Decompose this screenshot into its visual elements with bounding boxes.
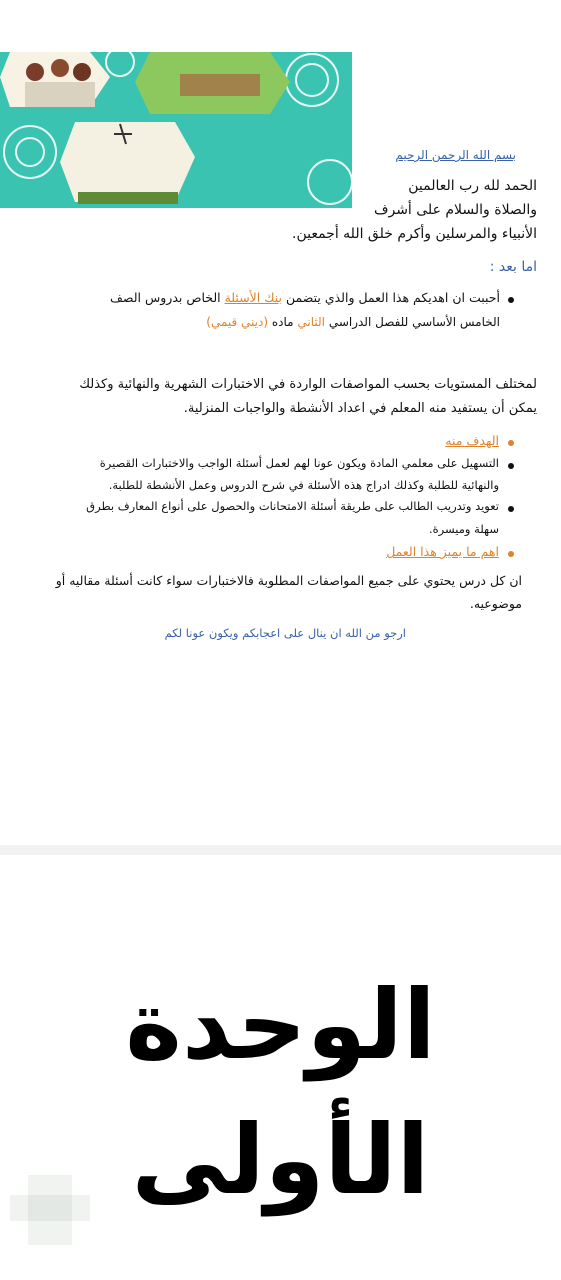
para2-line2: يمكن أن يستفيد منه المعلم في اعداد الأنشطة والواجبات المنزلية. bbox=[183, 401, 537, 416]
para2-line1: لمختلف المستويات بحسب المواصفات الواردة في الاختبارات الشهرية والنهائية وكذلك bbox=[79, 377, 537, 392]
praise-line-1: الحمد لله رب العالمين bbox=[408, 178, 537, 194]
features-line2: موضوعيه. bbox=[469, 596, 522, 611]
subject-highlight: (ديني قيمي) bbox=[206, 315, 269, 329]
bullet-icon bbox=[508, 551, 514, 557]
praise-line-3: الأنبياء والمرسلين وأكرم خلق الله أجمعين. bbox=[292, 226, 537, 242]
para1-after: الخاص بدروس الصف bbox=[109, 290, 225, 305]
features-line1: ان كل درس يحتوي على جميع المواصفات المطلوبة فالاختبارات سواء كانت أسئلة مقاليه أو bbox=[55, 573, 522, 588]
goal-1-line2: والنهائية للطلبة وكذلك ادراج هذه الأسئلة في شرح الدروس وعمل الأنشطة للطلبة. bbox=[108, 478, 499, 492]
closing-line: ارجو من الله ان ينال على اعجابكم ويكون عونا لكم bbox=[164, 626, 406, 640]
basmala: بسم الله الرحمن الرحيم bbox=[395, 148, 516, 162]
para1-before: أحببت ان اهديكم هذا العمل والذي يتضمن bbox=[282, 290, 500, 305]
bullet-icon bbox=[508, 440, 514, 446]
semester-highlight: الثاني bbox=[297, 315, 325, 329]
unit-title-line1: الوحدة bbox=[125, 969, 436, 1081]
unit-title-line2: الأولى bbox=[131, 1104, 430, 1216]
document-page-unit-title bbox=[0, 855, 561, 1280]
goal-2-line2: سهلة وميسرة. bbox=[428, 522, 499, 536]
para1-grade: الخامس الأساسي للفصل الدراسي bbox=[325, 315, 500, 329]
page-divider bbox=[0, 845, 561, 855]
bullet-icon bbox=[508, 463, 514, 469]
question-bank-highlight: بنك الأسئلة bbox=[224, 290, 283, 305]
decorative-banner-illustration bbox=[0, 52, 352, 208]
para1-line1 bbox=[110, 290, 500, 305]
para1-subject-label: ماده bbox=[268, 315, 298, 329]
features-heading: اهم ما يميز هذا العمل bbox=[386, 544, 499, 559]
goal-2-line1: تعويد وتدريب الطالب على طريقة أسئلة الامتحانات والحصول على أنواع المعارف بطرق bbox=[86, 499, 499, 513]
amma-bad-heading: اما بعد : bbox=[489, 259, 537, 275]
para1-line2 bbox=[206, 315, 500, 329]
banner-illustration bbox=[0, 52, 352, 208]
praise-line-2: والصلاة والسلام على أشرف bbox=[373, 202, 537, 218]
goal-heading: الهدف منه bbox=[445, 433, 499, 448]
goal-1-line1: التسهيل على معلمي المادة ويكون عونا لهم لعمل أسئلة الواجب والاختبارات القصيرة bbox=[99, 456, 499, 470]
bullet-icon bbox=[508, 297, 514, 303]
bullet-icon bbox=[508, 506, 514, 512]
